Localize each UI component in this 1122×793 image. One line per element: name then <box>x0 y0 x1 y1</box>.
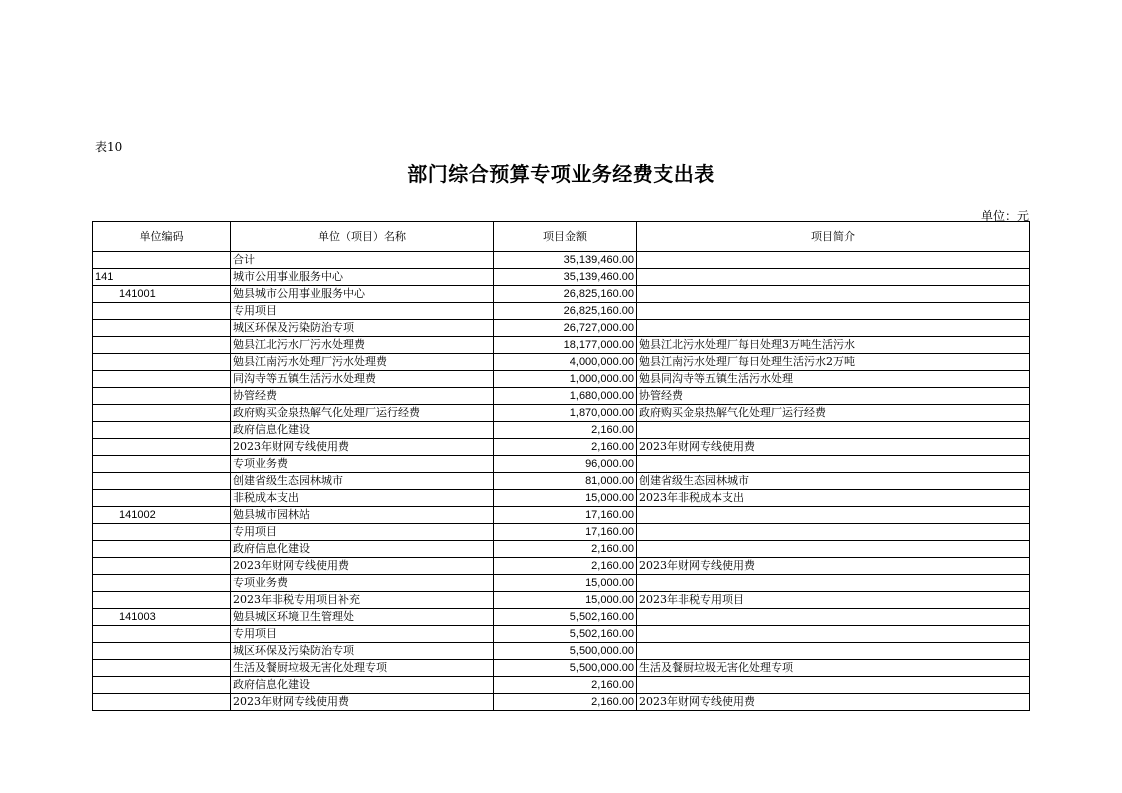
cell-description: 创建省级生态园林城市 <box>637 473 1030 490</box>
cell-description <box>637 575 1030 592</box>
cell-description <box>637 677 1030 694</box>
cell-unit-code <box>93 626 231 643</box>
table-row <box>93 405 1030 422</box>
cell-item-name: 勉县江北污水厂污水处理费 <box>231 337 494 354</box>
cell-description: 政府购买金泉热解气化处理厂运行经费 <box>637 405 1030 422</box>
cell-amount: 17,160.00 <box>494 524 637 541</box>
budget-table <box>92 221 1030 711</box>
cell-amount: 5,500,000.00 <box>494 660 637 677</box>
column-header-name: 单位（项目）名称 <box>231 222 494 252</box>
cell-item-name: 2023年财网专线使用费 <box>231 694 494 711</box>
cell-item-name: 勉县城区环境卫生管理处 <box>231 609 494 626</box>
cell-unit-code <box>93 592 231 609</box>
cell-amount: 26,727,000.00 <box>494 320 637 337</box>
column-header-code: 单位编码 <box>93 222 231 252</box>
table-row <box>93 541 1030 558</box>
cell-item-name: 生活及餐厨垃圾无害化处理专项 <box>231 660 494 677</box>
cell-unit-code <box>93 371 231 388</box>
cell-description: 勉县同沟寺等五镇生活污水处理 <box>637 371 1030 388</box>
cell-amount: 5,502,160.00 <box>494 609 637 626</box>
table-row <box>93 660 1030 677</box>
cell-amount: 26,825,160.00 <box>494 303 637 320</box>
cell-amount: 2,160.00 <box>494 694 637 711</box>
table-row <box>93 507 1030 524</box>
cell-amount: 18,177,000.00 <box>494 337 637 354</box>
cell-amount: 2,160.00 <box>494 558 637 575</box>
cell-item-name: 城区环保及污染防治专项 <box>231 320 494 337</box>
table-number-label: 表10 <box>95 140 123 154</box>
table-row <box>93 354 1030 371</box>
cell-item-name: 政府信息化建设 <box>231 677 494 694</box>
cell-amount: 96,000.00 <box>494 456 637 473</box>
table-row <box>93 643 1030 660</box>
cell-item-name: 勉县城市公用事业服务中心 <box>231 286 494 303</box>
table-row <box>93 575 1030 592</box>
cell-amount: 35,139,460.00 <box>494 269 637 286</box>
table-row <box>93 320 1030 337</box>
cell-amount: 1,000,000.00 <box>494 371 637 388</box>
cell-description: 2023年非税专用项目 <box>637 592 1030 609</box>
table-row <box>93 371 1030 388</box>
cell-unit-code <box>93 354 231 371</box>
cell-unit-code <box>93 405 231 422</box>
cell-amount: 2,160.00 <box>494 439 637 456</box>
cell-item-name: 政府信息化建设 <box>231 541 494 558</box>
cell-item-name: 协管经费 <box>231 388 494 405</box>
table-header-row <box>93 222 1030 252</box>
cell-description: 2023年财网专线使用费 <box>637 558 1030 575</box>
cell-unit-code: 141002 <box>93 507 231 524</box>
cell-unit-code <box>93 456 231 473</box>
table-row <box>93 524 1030 541</box>
cell-description: 生活及餐厨垃圾无害化处理专项 <box>637 660 1030 677</box>
cell-item-name: 2023年非税专用项目补充 <box>231 592 494 609</box>
cell-description: 勉县江北污水处理厂每日处理3万吨生活污水 <box>637 337 1030 354</box>
cell-item-name: 专用项目 <box>231 303 494 320</box>
table-row <box>93 422 1030 439</box>
cell-amount: 15,000.00 <box>494 575 637 592</box>
cell-description <box>637 609 1030 626</box>
cell-unit-code <box>93 422 231 439</box>
cell-unit-code <box>93 524 231 541</box>
unit-label: 单位：元 <box>980 209 1029 223</box>
cell-description <box>637 524 1030 541</box>
cell-description <box>637 422 1030 439</box>
cell-item-name: 政府购买金泉热解气化处理厂运行经费 <box>231 405 494 422</box>
cell-description <box>637 252 1030 269</box>
cell-unit-code <box>93 694 231 711</box>
cell-description: 2023年财网专线使用费 <box>637 694 1030 711</box>
cell-description <box>637 303 1030 320</box>
table-row <box>93 609 1030 626</box>
cell-item-name: 同沟寺等五镇生活污水处理费 <box>231 371 494 388</box>
table-row <box>93 286 1030 303</box>
cell-description: 协管经费 <box>637 388 1030 405</box>
cell-item-name: 勉县城市园林站 <box>231 507 494 524</box>
cell-description <box>637 507 1030 524</box>
table-row <box>93 490 1030 507</box>
cell-amount: 2,160.00 <box>494 541 637 558</box>
cell-unit-code <box>93 643 231 660</box>
cell-amount: 5,502,160.00 <box>494 626 637 643</box>
cell-unit-code <box>93 303 231 320</box>
cell-unit-code <box>93 439 231 456</box>
cell-item-name: 城市公用事业服务中心 <box>231 269 494 286</box>
cell-unit-code <box>93 677 231 694</box>
cell-description <box>637 286 1030 303</box>
cell-amount: 35,139,460.00 <box>494 252 637 269</box>
cell-amount: 26,825,160.00 <box>494 286 637 303</box>
cell-amount: 15,000.00 <box>494 490 637 507</box>
cell-unit-code <box>93 575 231 592</box>
cell-item-name: 专用项目 <box>231 626 494 643</box>
cell-unit-code <box>93 337 231 354</box>
table-row <box>93 388 1030 405</box>
table-row <box>93 303 1030 320</box>
cell-description <box>637 320 1030 337</box>
table-row <box>93 337 1030 354</box>
column-header-amount: 项目金额 <box>494 222 637 252</box>
cell-unit-code: 141 <box>93 269 231 286</box>
cell-amount: 2,160.00 <box>494 422 637 439</box>
table-row <box>93 439 1030 456</box>
cell-description <box>637 456 1030 473</box>
table-row <box>93 456 1030 473</box>
table-row <box>93 677 1030 694</box>
cell-amount: 2,160.00 <box>494 677 637 694</box>
table-row <box>93 592 1030 609</box>
cell-item-name: 合计 <box>231 252 494 269</box>
cell-description <box>637 541 1030 558</box>
cell-amount: 5,500,000.00 <box>494 643 637 660</box>
table-row <box>93 626 1030 643</box>
cell-item-name: 专项业务费 <box>231 456 494 473</box>
column-header-description: 项目简介 <box>637 222 1030 252</box>
table-row <box>93 694 1030 711</box>
cell-item-name: 专用项目 <box>231 524 494 541</box>
cell-description: 2023年财网专线使用费 <box>637 439 1030 456</box>
cell-unit-code: 141003 <box>93 609 231 626</box>
cell-description: 2023年非税成本支出 <box>637 490 1030 507</box>
cell-description <box>637 269 1030 286</box>
page-title: 部门综合预算专项业务经费支出表 <box>407 162 715 186</box>
cell-unit-code <box>93 320 231 337</box>
cell-item-name: 创建省级生态园林城市 <box>231 473 494 490</box>
cell-item-name: 非税成本支出 <box>231 490 494 507</box>
cell-description <box>637 643 1030 660</box>
cell-unit-code <box>93 252 231 269</box>
cell-description <box>637 626 1030 643</box>
cell-unit-code <box>93 473 231 490</box>
cell-unit-code: 141001 <box>93 286 231 303</box>
cell-amount: 17,160.00 <box>494 507 637 524</box>
table-row <box>93 252 1030 269</box>
cell-description: 勉县江南污水处理厂每日处理生活污水2万吨 <box>637 354 1030 371</box>
cell-unit-code <box>93 490 231 507</box>
cell-amount: 15,000.00 <box>494 592 637 609</box>
cell-amount: 1,870,000.00 <box>494 405 637 422</box>
table-row <box>93 473 1030 490</box>
cell-unit-code <box>93 558 231 575</box>
cell-unit-code <box>93 388 231 405</box>
cell-item-name: 勉县江南污水处理厂污水处理费 <box>231 354 494 371</box>
cell-amount: 81,000.00 <box>494 473 637 490</box>
cell-item-name: 政府信息化建设 <box>231 422 494 439</box>
table-body <box>93 252 1030 711</box>
cell-unit-code <box>93 660 231 677</box>
cell-amount: 1,680,000.00 <box>494 388 637 405</box>
table-row <box>93 558 1030 575</box>
cell-amount: 4,000,000.00 <box>494 354 637 371</box>
cell-item-name: 2023年财网专线使用费 <box>231 558 494 575</box>
table-row <box>93 269 1030 286</box>
cell-item-name: 专项业务费 <box>231 575 494 592</box>
cell-item-name: 2023年财网专线使用费 <box>231 439 494 456</box>
cell-unit-code <box>93 541 231 558</box>
cell-item-name: 城区环保及污染防治专项 <box>231 643 494 660</box>
